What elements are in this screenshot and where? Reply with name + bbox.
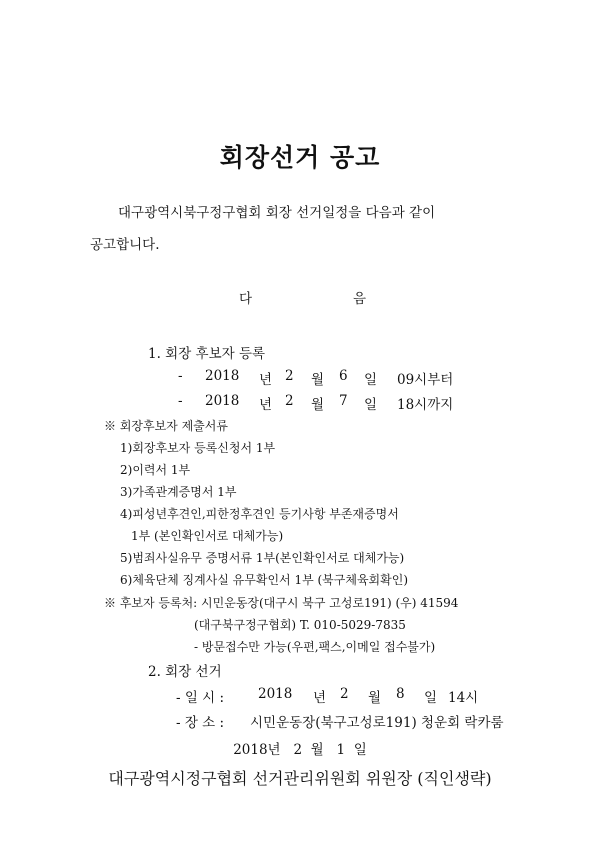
month-unit: 월: [368, 690, 382, 706]
registration-contact: (대구북구정구협회) T. 010-5029-7835: [194, 618, 406, 632]
day-value: 8: [396, 686, 405, 702]
registration-end-row: [0, 393, 600, 413]
election-place-row: [0, 711, 600, 731]
document-item: 5)범죄사실유무 증명서류 1부(본인확인서로 대체가능): [120, 551, 405, 565]
registration-place: ※ 후보자 등록처: 시민운동장(대구시 북구 고성로191) (우) 41594: [104, 596, 459, 610]
day-unit: 일: [364, 397, 378, 413]
year-value: 2018: [205, 368, 240, 384]
date-label: - 일 시 :: [176, 690, 225, 706]
intro-line-1: 대구광역시북구정구협회 회장 선거일정을 다음과 같이: [118, 205, 436, 221]
document-item: 3)가족관계증명서 1부: [120, 485, 237, 499]
registration-note: - 방문접수만 가능(우편,팩스,이메일 접수불가): [194, 640, 436, 654]
document-item: 6)체육단체 징계사실 유무확인서 1부 (북구체육회확인): [120, 573, 409, 587]
intro-line-2: 공고합니다.: [90, 237, 160, 253]
registration-start-row: [0, 368, 600, 388]
start-time: 09시부터: [397, 372, 454, 388]
month-value: 2: [285, 368, 294, 384]
year-unit: 년: [259, 397, 273, 413]
day-value: 7: [339, 393, 348, 409]
document-item: 1부 (본인확인서로 대체가능): [131, 529, 284, 543]
heading-left: 다: [239, 291, 253, 307]
month-value: 2: [285, 393, 294, 409]
year-value: 2018: [258, 686, 293, 702]
dash: -: [178, 368, 183, 384]
document-item: 4)피성년후견인,피한정후견인 등기사항 부존재증명서: [120, 507, 399, 521]
signature-line: 대구광역시정구협회 선거관리위원회 위원장 (직인생략): [108, 769, 492, 788]
end-time: 18시까지: [397, 397, 454, 413]
heading-right: 음: [353, 291, 367, 307]
election-time: 14시: [448, 690, 479, 706]
place-label: - 장 소 :: [176, 715, 225, 731]
day-unit: 일: [364, 372, 378, 388]
place-value: 시민운동장(북구고성로191) 청운회 락카룸: [250, 715, 504, 731]
year-unit: 년: [259, 372, 273, 388]
year-value: 2018: [205, 393, 240, 409]
issue-date: 2018년 2 월 1 일: [233, 742, 367, 758]
election-date-row: [0, 686, 600, 706]
day-value: 6: [339, 368, 348, 384]
document-item: 2)이력서 1부: [120, 463, 191, 477]
month-value: 2: [340, 686, 349, 702]
dash: -: [178, 393, 183, 409]
section1-title: 1. 회장 후보자 등록: [148, 346, 266, 362]
page-title: 회장선거 공고: [219, 143, 381, 172]
document-item: 1)회장후보자 등록신청서 1부: [120, 441, 276, 455]
section2-title: 2. 회장 선거: [148, 664, 222, 680]
month-unit: 월: [311, 397, 325, 413]
day-unit: 일: [424, 690, 438, 706]
month-unit: 월: [311, 372, 325, 388]
documents-title: ※ 회장후보자 제출서류: [104, 419, 228, 433]
year-unit: 년: [313, 690, 327, 706]
